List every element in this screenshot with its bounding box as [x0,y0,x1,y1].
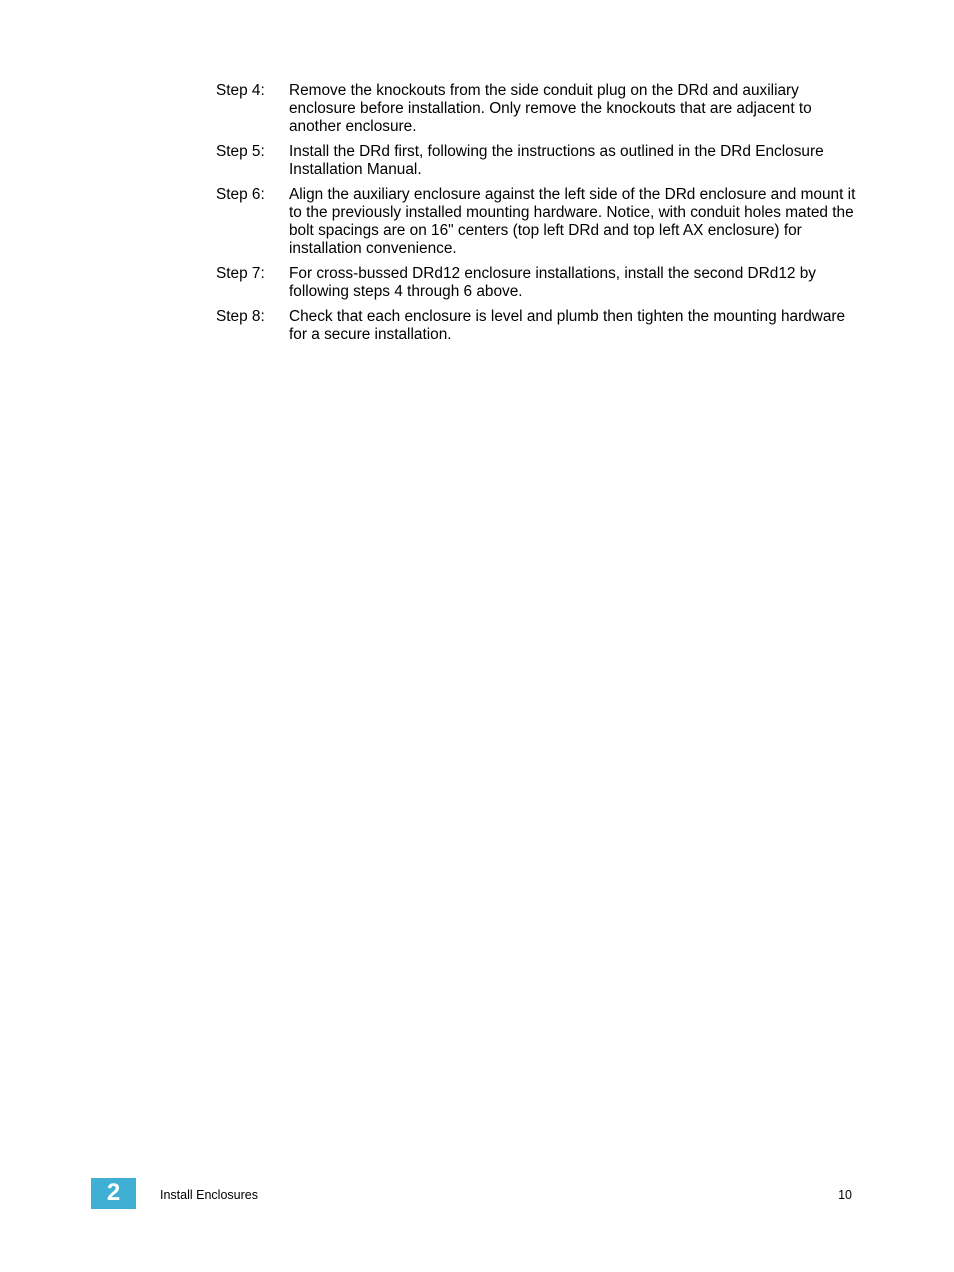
step-label: Step 4: [216,82,265,99]
step-label: Step 7: [216,265,265,282]
page-number: 10 [838,1188,852,1202]
page-footer [0,1178,954,1210]
step-text: Install the DRd first, following the instructions as outlined in the DRd Enclosure Installation Manual. [289,143,824,178]
step-item [216,186,856,258]
step-item [216,265,856,301]
section-title: Install Enclosures [160,1188,258,1202]
step-text: Remove the knockouts from the side conduit plug on the DRd and auxiliary enclosure before installation. Only remove the knockouts that are adjacent to another enclosure. [289,82,812,135]
step-text: Align the auxiliary enclosure against the left side of the DRd enclosure and mount it to the previously installed mounting hardware. Notice, with conduit holes mated the bolt spacings are on 16" centers (top left DRd and top left AX enclosure) for installation convenience. [289,186,856,257]
step-item [216,82,856,136]
chapter-number-badge: 2 [91,1178,136,1209]
step-item [216,308,856,344]
step-label: Step 8: [216,308,265,325]
step-text: Check that each enclosure is level and plumb then tighten the mounting hardware for a secure installation. [289,308,846,343]
step-text: For cross-bussed DRd12 enclosure installations, install the second DRd12 by following steps 4 through 6 above. [289,265,816,300]
step-label: Step 6: [216,186,265,203]
step-list [216,82,856,351]
step-label: Step 5: [216,143,265,160]
step-item [216,143,856,179]
